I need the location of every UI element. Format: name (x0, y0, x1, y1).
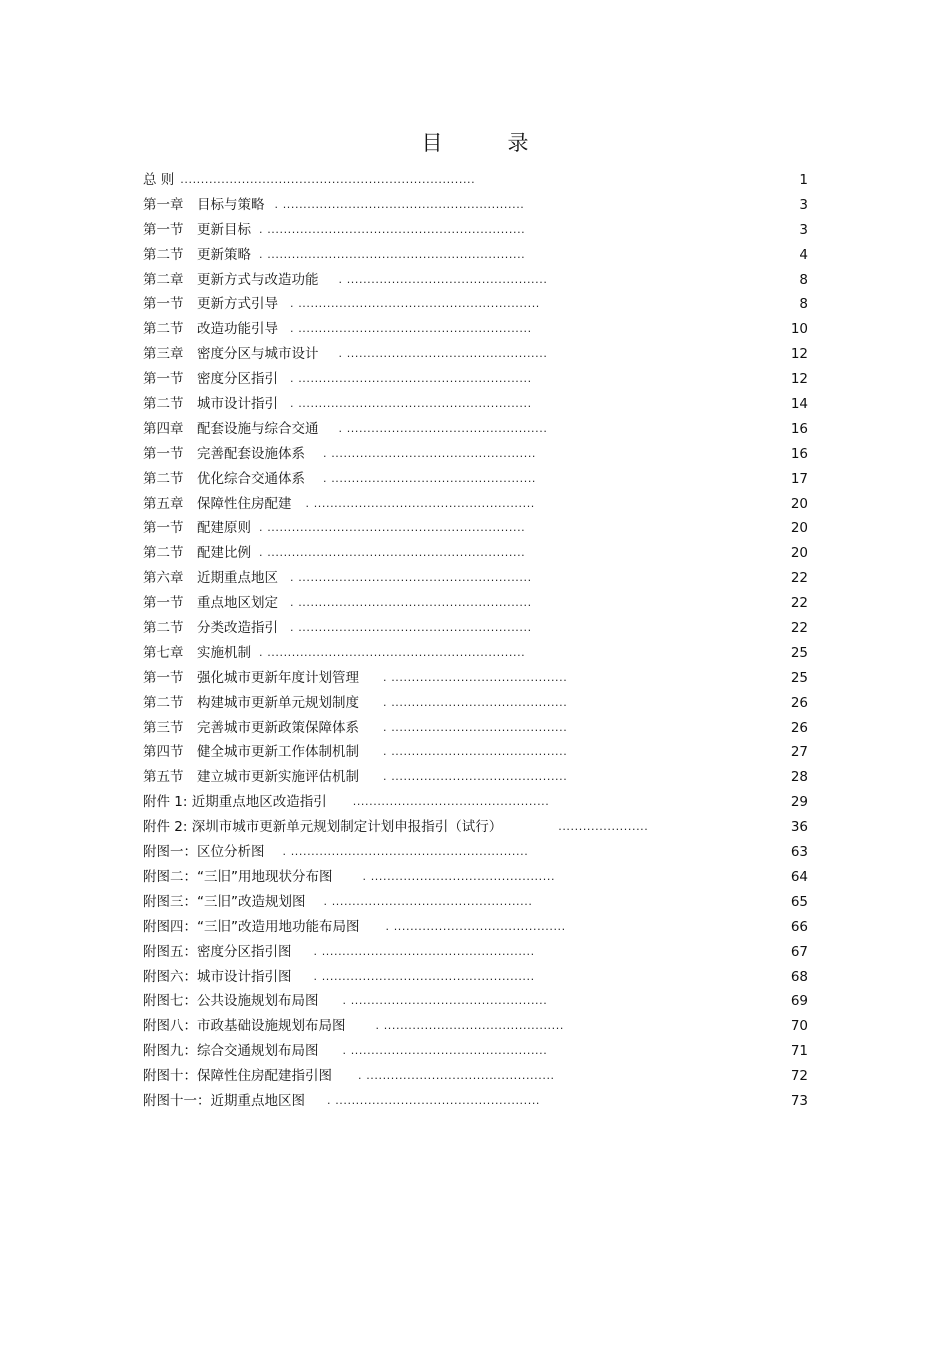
toc-entry-label: 第二节 配建比例 (143, 545, 251, 562)
toc-entry-label: 第二节 构建城市更新单元规划制度 (143, 694, 359, 711)
toc-entry-label: 第二节 分类改造指引 (143, 620, 278, 637)
toc-entry-leader-dots: . .............................................. (358, 1069, 555, 1083)
toc-title: 目 录 (421, 131, 551, 155)
toc-entry-page-number: 3 (799, 196, 808, 213)
toc-entry-leader-dots: . ......................................................... (290, 621, 532, 635)
toc-entry-label: 第二节 优化综合交通体系 (143, 470, 305, 487)
toc-entry[interactable] (143, 243, 808, 268)
toc-entry[interactable] (143, 1039, 808, 1064)
toc-entry[interactable] (143, 467, 808, 492)
toc-entry-page-number: 22 (790, 620, 808, 637)
toc-entry-page-number: 27 (790, 744, 808, 761)
toc-entry-page-number: 67 (790, 943, 808, 960)
toc-entry-leader-dots: . ........................................................... (290, 297, 540, 311)
toc-entry-page-number: 8 (799, 296, 808, 313)
toc-entry[interactable] (143, 342, 808, 367)
toc-entry-label: 第一节 更新方式引导 (143, 296, 278, 313)
toc-entry[interactable] (143, 516, 808, 541)
toc-entry-page-number: 65 (790, 893, 808, 910)
toc-entry-label: 总 则 (143, 172, 175, 188)
toc-entry[interactable] (143, 989, 808, 1014)
toc-entry[interactable] (143, 815, 808, 840)
toc-entry-page-number: 69 (790, 993, 808, 1010)
toc-entry-leader-dots: . ............................................................... (259, 247, 526, 261)
toc-entry-label: 第五章 保障性住房配建 (143, 495, 292, 512)
toc-entry-leader-dots: . .................................................... (313, 969, 535, 983)
toc-entry-label: 附图七：公共设施规划布局图 (143, 993, 319, 1010)
toc-entry[interactable] (143, 392, 808, 417)
toc-entry-page-number: 14 (790, 396, 808, 413)
toc-entry[interactable] (143, 367, 808, 392)
toc-entry-label: 第五节 建立城市更新实施评估机制 (143, 769, 359, 786)
toc-entry-label: 附图一：区位分析图 (143, 844, 265, 861)
toc-entry-leader-dots: . ................................................. (338, 421, 548, 435)
toc-entry[interactable] (143, 666, 808, 691)
toc-entry-page-number: 66 (790, 918, 808, 935)
toc-entry-leader-dots: . .................................................. (327, 1093, 541, 1107)
toc-entry-label: 第一节 完善配套设施体系 (143, 445, 305, 462)
toc-entry-leader-dots: . ......................................................... (290, 596, 532, 610)
toc-entry-leader-dots: . ........................................... (383, 720, 568, 734)
toc-entry[interactable] (143, 591, 808, 616)
toc-entry[interactable] (143, 641, 808, 666)
toc-entry-label: 附图十：保障性住房配建指引图 (143, 1068, 332, 1085)
toc-entry-page-number: 8 (799, 271, 808, 288)
toc-entry-label: 第四节 健全城市更新工作体制机制 (143, 744, 359, 761)
toc-entry-page-number: 26 (790, 694, 808, 711)
toc-entry-page-number: 12 (790, 346, 808, 363)
toc-entry-leader-dots: . ................................................ (342, 1044, 548, 1058)
toc-entry[interactable] (143, 616, 808, 641)
toc-entry[interactable] (143, 965, 808, 990)
toc-entry-page-number: 73 (790, 1092, 808, 1109)
toc-entry-leader-dots: . .................................................. (323, 446, 537, 460)
toc-entry-page-number: 22 (790, 570, 808, 587)
toc-entry-page-number: 20 (790, 545, 808, 562)
toc-entry-label: 第三节 完善城市更新政策保障体系 (143, 719, 359, 736)
toc-entry-page-number: 29 (790, 794, 808, 811)
toc-entry-label: 第二章 更新方式与改造功能 (143, 271, 319, 288)
toc-entry[interactable] (143, 716, 808, 741)
toc-entry-page-number: 70 (790, 1018, 808, 1035)
toc-entry[interactable] (143, 840, 808, 865)
toc-entry-label: 第二节 更新策略 (143, 246, 251, 263)
toc-entry-label: 附图二：“三旧”用地现状分布图 (143, 868, 333, 885)
toc-entry-page-number: 12 (790, 371, 808, 388)
toc-entry-page-number: 10 (790, 321, 808, 338)
toc-entry-label: 第一节 配建原则 (143, 520, 251, 537)
toc-entry-page-number: 63 (790, 844, 808, 861)
toc-entry-label: 附图十一：近期重点地区图 (143, 1092, 305, 1109)
toc-entry[interactable] (143, 790, 808, 815)
toc-entry[interactable] (143, 915, 808, 940)
toc-entry-leader-dots: . ............................................................... (259, 521, 526, 535)
toc-entry-page-number: 64 (790, 868, 808, 885)
toc-entry-label: 附图六：城市设计指引图 (143, 968, 292, 985)
toc-entry-label: 第七章 实施机制 (143, 644, 251, 661)
toc-entry-page-number: 17 (790, 470, 808, 487)
toc-entry[interactable] (143, 566, 808, 591)
toc-entry-leader-dots: . ............................................. (362, 869, 556, 883)
toc-entry-leader-dots: . ................................................ (342, 994, 548, 1008)
toc-entry-leader-dots: . ........................................... (383, 670, 568, 684)
toc-entry-leader-dots: . ............................................................... (259, 222, 526, 236)
toc-entry-page-number: 16 (790, 445, 808, 462)
toc-entry-leader-dots: ...................... (558, 820, 649, 834)
toc-entry-label: 第一节 重点地区划定 (143, 595, 278, 612)
toc-entry-page-number: 20 (790, 495, 808, 512)
toc-entry-label: 附件 1: 近期重点地区改造指引 (143, 794, 327, 811)
toc-entry[interactable] (143, 317, 808, 342)
toc-entry-label: 附图八：市政基础设施规划布局图 (143, 1018, 346, 1035)
toc-entry-label: 第三章 密度分区与城市设计 (143, 346, 319, 363)
toc-entry[interactable] (143, 940, 808, 965)
toc-entry-label: 第二节 改造功能引导 (143, 321, 278, 338)
toc-entry-page-number: 3 (799, 221, 808, 238)
toc-entry-leader-dots: . ......................................................... (290, 397, 532, 411)
toc-entry[interactable] (143, 740, 808, 765)
toc-entry-label: 附图九：综合交通规划布局图 (143, 1043, 319, 1060)
toc-entry-page-number: 68 (790, 968, 808, 985)
toc-entry-leader-dots: . .......................................... (385, 919, 566, 933)
toc-entry-label: 附图四：“三旧”改造用地功能布局图 (143, 918, 360, 935)
toc-entry-leader-dots: . ............................................................... (259, 645, 526, 659)
toc-entry[interactable] (143, 492, 808, 517)
toc-entry[interactable] (143, 541, 808, 566)
toc-entry[interactable] (143, 765, 808, 790)
toc-entry-page-number: 72 (790, 1068, 808, 1085)
toc-entry-leader-dots: . ......................................................... (290, 372, 532, 386)
toc-entry-label: 附件 2: 深圳市城市更新单元规划制定计划申报指引（试行） (143, 819, 503, 836)
toc-entry[interactable] (143, 890, 808, 915)
toc-entry-page-number: 22 (790, 595, 808, 612)
toc-entry-label: 第四章 配套设施与综合交通 (143, 420, 319, 437)
toc-entry[interactable] (143, 1064, 808, 1089)
toc-entry-leader-dots: . .................................................... (313, 944, 535, 958)
toc-entry[interactable] (143, 442, 808, 467)
toc-entry-label: 第一章 目标与策略 (143, 196, 265, 213)
toc-entry-label: 第六章 近期重点地区 (143, 570, 278, 587)
toc-entry-label: 第一节 更新目标 (143, 221, 251, 238)
toc-entry-leader-dots: . ................................................. (338, 347, 548, 361)
toc-entry-leader-dots: . .................................................. (323, 471, 537, 485)
toc-entry[interactable] (143, 193, 808, 218)
toc-entry-leader-dots: . ........................................... (383, 745, 568, 759)
toc-entry-leader-dots: . ........................................... (383, 695, 568, 709)
toc-entry-page-number: 4 (799, 246, 808, 263)
toc-entry[interactable] (143, 865, 808, 890)
toc-entry-leader-dots: . ........................................................... (274, 197, 525, 211)
table-of-contents (143, 168, 808, 1114)
toc-entry-leader-dots: ........................................................................ (180, 173, 476, 186)
toc-entry-page-number: 25 (790, 644, 808, 661)
toc-entry-leader-dots: . ............................................ (375, 1019, 564, 1033)
toc-entry[interactable] (143, 691, 808, 716)
toc-entry[interactable] (143, 268, 808, 293)
toc-entry-page-number: 71 (790, 1043, 808, 1060)
toc-entry-page-number: 28 (790, 769, 808, 786)
toc-entry-label: 第二节 城市设计指引 (143, 396, 278, 413)
toc-entry-label: 附图三：“三旧”改造规划图 (143, 893, 306, 910)
toc-entry[interactable] (143, 292, 808, 317)
toc-entry-page-number: 16 (790, 420, 808, 437)
toc-entry[interactable] (143, 168, 808, 193)
toc-entry-leader-dots: . ........................................... (383, 770, 568, 784)
toc-entry-page-number: 36 (790, 819, 808, 836)
toc-entry-leader-dots: . .......................................................... (282, 845, 529, 859)
toc-entry-leader-dots: . ............................................................... (259, 546, 526, 560)
toc-entry-page-number: 20 (790, 520, 808, 537)
toc-entry-leader-dots: . ......................................................... (290, 322, 532, 336)
toc-entry[interactable] (143, 1089, 808, 1114)
toc-entry-leader-dots: . ...................................................... (305, 496, 535, 510)
toc-entry-label: 第一节 密度分区指引 (143, 371, 278, 388)
toc-entry[interactable] (143, 1014, 808, 1039)
toc-entry[interactable] (143, 417, 808, 442)
toc-entry[interactable] (143, 218, 808, 243)
toc-entry-leader-dots: . ................................................. (323, 894, 533, 908)
toc-entry-leader-dots: . ................................................. (338, 272, 548, 286)
toc-entry-label: 第一节 强化城市更新年度计划管理 (143, 669, 359, 686)
toc-entry-label: 附图五：密度分区指引图 (143, 943, 292, 960)
toc-entry-leader-dots: ................................................ (352, 795, 550, 809)
toc-entry-page-number: 26 (790, 719, 808, 736)
toc-entry-leader-dots: . ......................................................... (290, 571, 532, 585)
toc-entry-page-number: 25 (790, 669, 808, 686)
toc-entry-page-number: 1 (799, 172, 808, 188)
